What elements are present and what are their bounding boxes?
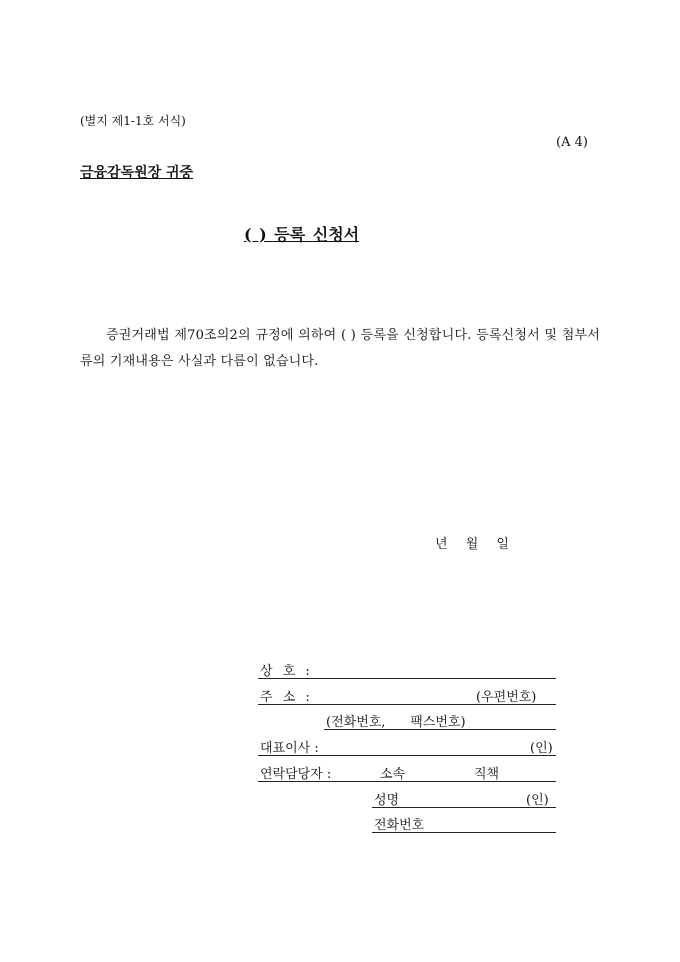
address-line — [258, 704, 556, 705]
contact-phone: 전화번호 — [374, 818, 425, 833]
contact-phone-line — [372, 832, 556, 833]
date-month: 월 — [465, 537, 479, 552]
phone-fax-line — [324, 729, 556, 730]
representative-line — [258, 755, 556, 756]
contact-line — [258, 781, 556, 782]
seal-representative: (인) — [530, 741, 553, 756]
contact-name: 성명 — [374, 793, 400, 808]
date-year: 년 — [435, 537, 448, 552]
trade-name-line — [258, 678, 556, 679]
contact-position: 직책 — [474, 767, 500, 782]
paper-size: (A 4) — [556, 135, 588, 150]
date-day: 일 — [496, 537, 509, 552]
contact-label: 연락담당자 : — [260, 767, 332, 782]
trade-name-label: 상 호 : — [260, 664, 310, 679]
date-line — [435, 533, 509, 552]
seal-contact: (인) — [526, 793, 549, 808]
application-statement: 증권거래법 제70조의2의 규정에 의하여 ( ) 등록을 신청합니다. 등록신청서 및 첨부서류의 기재내용은 사실과 다름이 없습니다. — [80, 328, 600, 369]
postal-code: (우편번호) — [476, 690, 537, 705]
addressee: 금융감독원장 귀중 — [80, 165, 194, 181]
contact-name-line — [372, 807, 556, 808]
representative-label: 대표이사 : — [260, 741, 319, 756]
address-label: 주 소 : — [260, 690, 310, 705]
form-number: (별지 제1-1호 서식) — [80, 114, 186, 128]
phone-fax: (전화번호, 팩스번호) — [326, 715, 466, 730]
document-title: ( ) 등록 신청서 — [244, 225, 360, 244]
contact-department: 소속 — [380, 767, 406, 782]
